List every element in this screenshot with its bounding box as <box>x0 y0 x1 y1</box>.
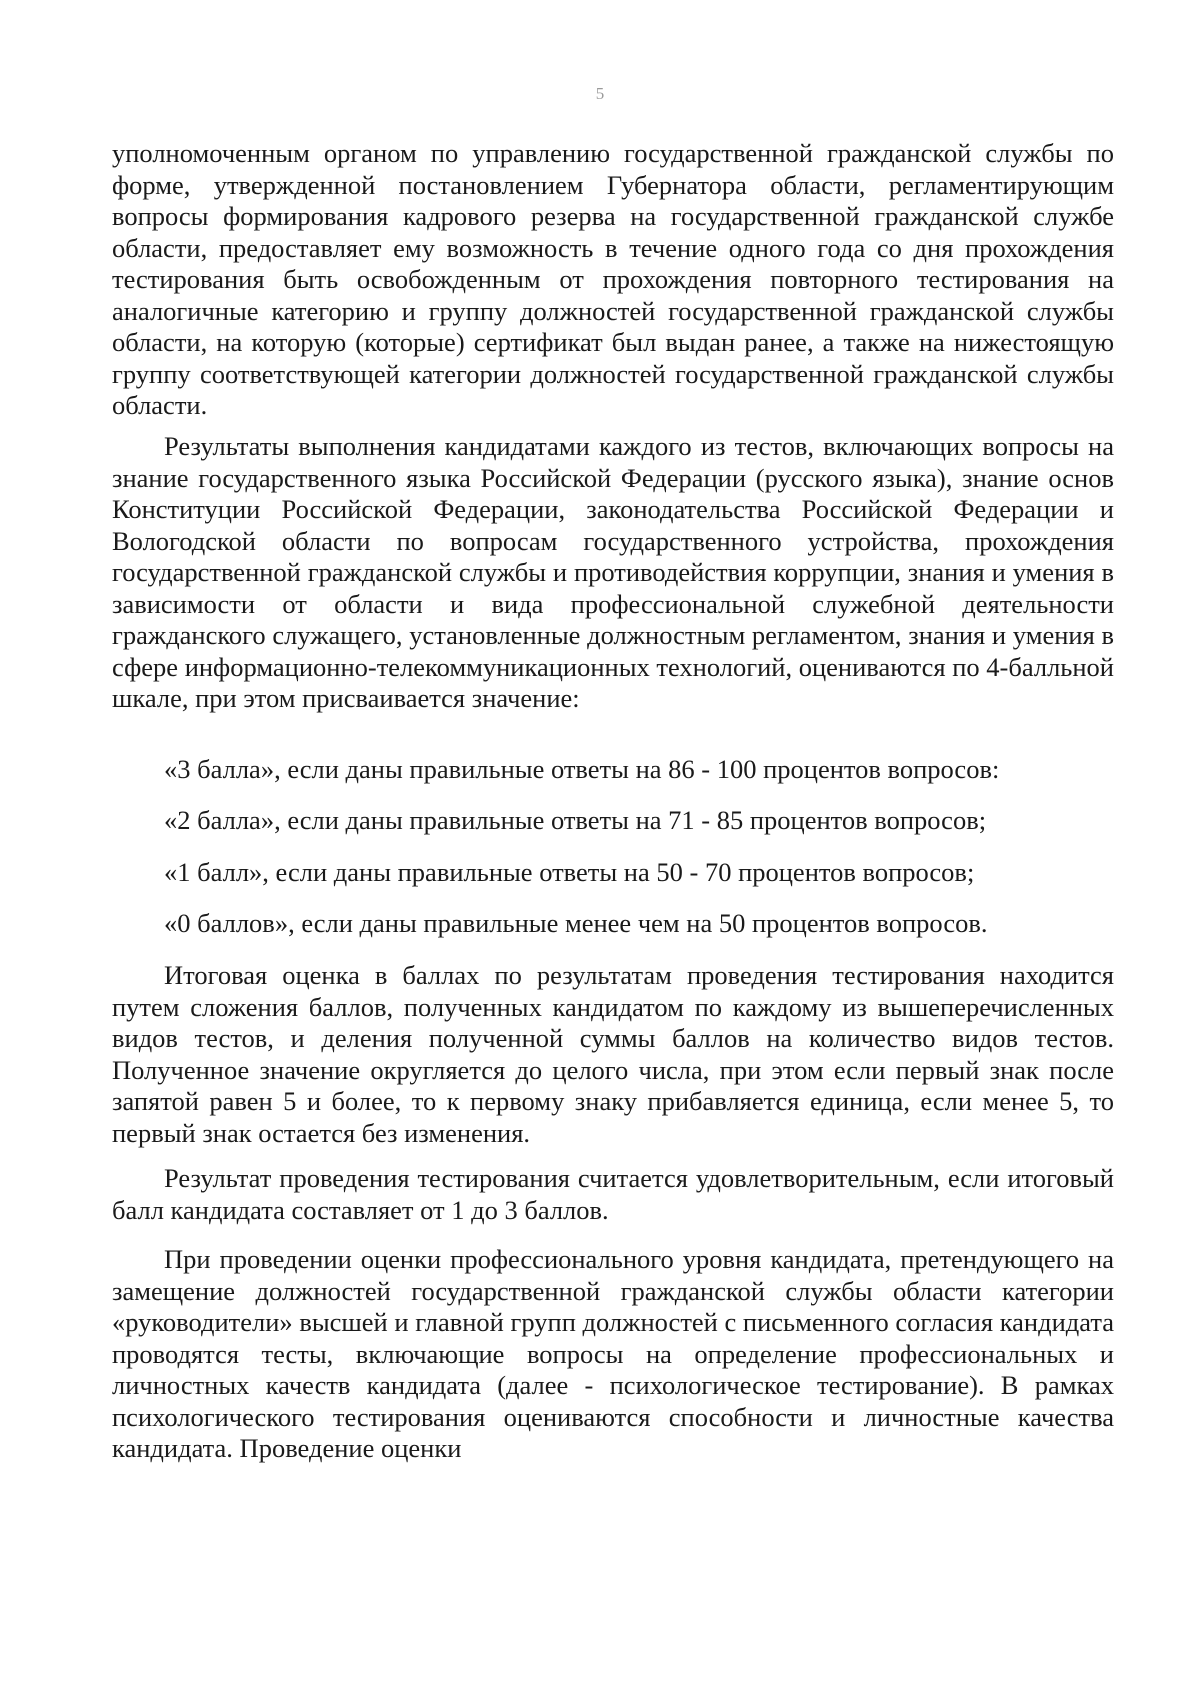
score-item-2-points: «2 балла», если даны правильные ответы на 71 - 85 процентов вопросов; <box>164 805 987 835</box>
paragraph-satisfactory-result: Результат проведения тестирования считается удовлетворительным, если итоговый балл кандидата составляет от 1 до 3 баллов. <box>112 1163 1114 1225</box>
paragraph-final-score: Итоговая оценка в баллах по результатам проведения тестирования находится путем сложения баллов, полученных кандидатом по каждому из вышеперечисленных видов тестов, и деления полученной суммы баллов на количество видов тестов. Полученное значение округляется до целого числа, при этом если первый знак после запятой равен 5 и более, то к первому знаку прибавляется единица, если менее 5, то первый знак остается без изменения. <box>112 960 1114 1148</box>
paragraph-test-results-scale: Результаты выполнения кандидатами каждого из тестов, включающих вопросы на знание государственного языка Российской Федерации (русского языка), знание основ Конституции Российской Федерации, законодательства Российской Федерации и Вологодской области по вопросам государственного устройства, прохождения государственной гражданской службы и противодействия коррупции, знания и умения в зависимости от области и вида профессиональной служебной деятельности гражданского служащего, установленные должностным регламентом, знания и умения в сфере информационно-телекоммуникационных технологий, оцениваются по 4-балльной шкале, при этом присваивается значение: <box>112 431 1114 713</box>
page-number: 5 <box>595 84 605 103</box>
score-item-1-point: «1 балл», если даны правильные ответы на 50 - 70 процентов вопросов; <box>164 857 975 887</box>
score-item-3-points: «3 балла», если даны правильные ответы на 86 - 100 процентов вопросов: <box>164 754 1000 784</box>
paragraph-psychological-testing: При проведении оценки профессионального уровня кандидата, претендующего на замещение должностей государственной гражданской службы области категории «руководители» высшей и главной групп должностей с письменного согласия кандидата проводятся тесты, включающие вопросы на определение профессиональных и личностных качеств кандидата (далее - психологическое тестирование). В рамках психологического тестирования оцениваются способности и личностные качества кандидата. Проведение оценки <box>112 1244 1114 1463</box>
score-item-0-points: «0 баллов», если даны правильные менее чем на 50 процентов вопросов. <box>164 908 988 938</box>
paragraph-certificate-continuation: уполномоченным органом по управлению государственной гражданской службы по форме, утвержденной постановлением Губернатора области, регламентирующим вопросы формирования кадрового резерва на государственной гражданской службе области, предоставляет ему возможность в течение одного года со дня прохождения тестирования быть освобожденным от прохождения повторного тестирования на аналогичные категорию и группу должностей государственной гражданской службы области, на которую (которые) сертификат был выдан ранее, а также на нижестоящую группу соответствующей категории должностей государственной гражданской службы области. <box>112 138 1114 420</box>
